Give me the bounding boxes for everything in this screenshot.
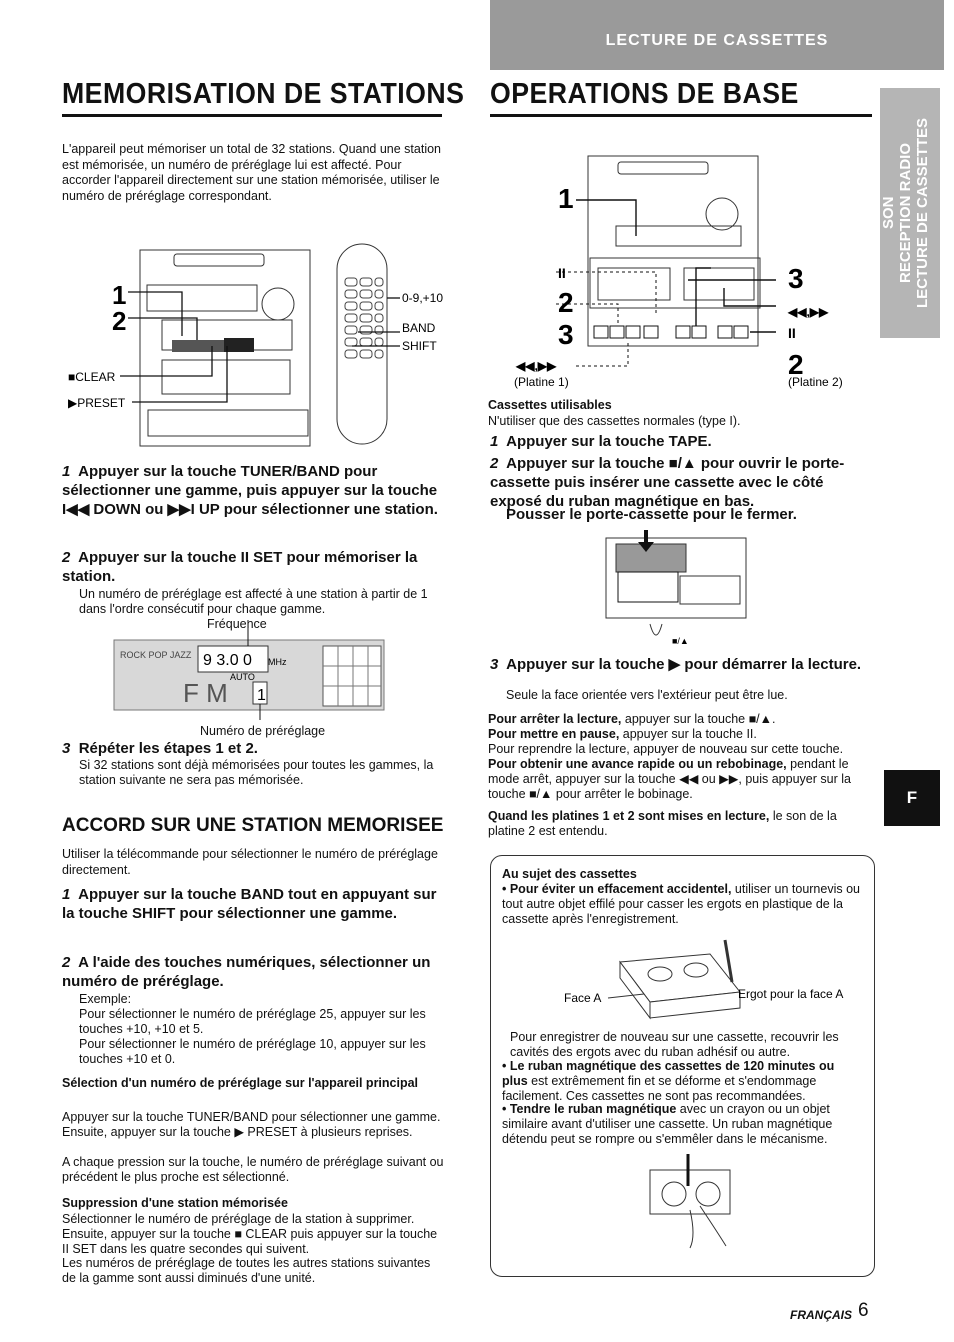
step-number: 2 (490, 455, 499, 472)
footer-page-number: 6 (858, 1300, 869, 1321)
stop-instruction-lead: Pour arrêter la lecture, (488, 712, 622, 726)
usable-cassettes-title: Cassettes utilisables (488, 398, 612, 412)
step-number: 2 (62, 954, 71, 971)
preset-number-label: Numéro de préréglage (200, 724, 326, 738)
main-unit-selection-title: Sélection d'un numéro de préréglage sur l'appareil principal (62, 1076, 419, 1090)
left-page-title: MEMORISATION DE STATIONS (62, 78, 465, 110)
section-banner-title: LECTURE DE CASSETTES (605, 32, 829, 49)
fig-pause-right: II (788, 325, 796, 341)
side-tab-son: SON (880, 196, 897, 230)
side-tab-text (880, 88, 940, 338)
pause-instruction-text: appuyer sur la touche II. (619, 727, 757, 741)
tape-step-3-note: Seule la face orientée vers l'extérieur peut être lue. (506, 688, 788, 702)
tuner-step-1 (62, 462, 444, 519)
numeric-keys-label: 0-9,+10 (402, 291, 444, 305)
clear-label: ■CLEAR (68, 370, 116, 384)
step-number: 1 (490, 433, 499, 450)
tuner-step-2 (62, 548, 444, 586)
tip-120-text: est extrêmement fin et se déforme et s'endommage facilement. Ces cassettes ne sont pas recommandées. (502, 1074, 817, 1103)
platine-2-label: (Platine 2) (788, 375, 843, 389)
rerecord-note: Pour enregistrer de nouveau sur une cassette, recouvrir les cavités des ergots avec du ruban adhésif ou autre. (510, 1030, 839, 1059)
tip-120-minutes (502, 1059, 860, 1104)
left-title-rule (62, 114, 442, 117)
footer-language: FRANÇAIS (790, 1308, 852, 1322)
tip-tension (502, 1102, 860, 1147)
wind-instruction-text: pendant le mode arrêt, appuyer sur la touche ◀◀ ou ▶▶, puis appuyer sur la touche ■/▲ pour arrêter le bobinage. (488, 757, 851, 801)
tuner-step-3 (62, 739, 444, 758)
fig-step-2-right: 2 (788, 349, 804, 380)
display-mhz: MHz (268, 657, 287, 667)
tip-erase-prevention (502, 882, 860, 927)
accord-intro: Utiliser la télécommande pour sélectionner le numéro de préréglage directement. (62, 847, 438, 877)
shift-label: SHIFT (402, 339, 437, 353)
step-text: Appuyer sur la touche ■/▲ pour ouvrir le porte-cassette puis insérer une cassette avec le côté exposé du ruban magnétique en bas. (490, 455, 845, 510)
cassette-tips-title: Au sujet des cassettes (502, 867, 637, 881)
face-a-label: Face A (564, 991, 602, 1005)
fig-pause-left: II (558, 265, 566, 281)
resume-instruction: Pour reprendre la lecture, appuyer de nouveau sur cette touche. (488, 742, 844, 756)
main-unit-selection-note: A chaque pression sur la touche, le numéro de préréglage suivant ou précédent le plus proche est sélectionné. (62, 1155, 444, 1184)
step-text: Appuyer sur la touche TAPE. (506, 433, 712, 450)
tip-tension-lead: • Tendre le ruban magnétique (502, 1102, 677, 1116)
tape-step-3 (490, 655, 872, 674)
display-frequency: 9 3.0 0 (203, 652, 252, 669)
step-number: 2 (62, 549, 71, 566)
display-auto: AUTO (230, 672, 255, 682)
fig-step-1: 1 (558, 183, 574, 214)
tip-erase-lead: • Pour éviter un effacement accidentel, (502, 882, 732, 896)
tuner-step-3-note: Si 32 stations sont déjà mémorisées pour toutes les gammes, la station suivante ne sera pas mémorisée. (79, 758, 434, 787)
preset-label: ▶PRESET (68, 396, 126, 410)
pause-instruction-lead: Pour mettre en pause, (488, 727, 620, 741)
display-band: F M (183, 678, 228, 708)
both-decks-lead: Quand les platines 1 et 2 sont mises en lecture, (488, 809, 770, 823)
left-intro: L'appareil peut mémoriser un total de 32 stations. Quand une station est mémorisée, un numéro de préréglage lui est affecté. Pour accorder l'appareil directement sur une station mémorisée, utiliser le numéro de préréglage correspondant. (62, 142, 442, 203)
accord-step-1 (62, 885, 444, 923)
tip-tension-text: avec un crayon ou un objet similaire avant d'utiliser une cassette. Un ruban magnétique détendu peut se rompre ou s'emmêler dans le mécanisme. (502, 1102, 833, 1146)
step-number: 3 (62, 740, 71, 757)
stop-instruction-text: appuyer sur la touche ■/▲. (621, 712, 776, 726)
tape-step-2-close: Pousser le porte-cassette pour le fermer. (506, 506, 797, 523)
step-number: 1 (62, 463, 71, 480)
step-number: 3 (490, 656, 499, 673)
step-text: Appuyer sur la touche BAND tout en appuyant sur la touche SHIFT pour sélectionner une gamme. (62, 886, 437, 922)
platine-1-label: (Platine 1) (514, 375, 569, 389)
step-text: Appuyer sur la touche II SET pour mémoriser la station. (62, 549, 418, 585)
side-tab-cassettes: LECTURE DE CASSETTES (914, 117, 931, 309)
pause-instruction (488, 727, 873, 742)
fig-ff-rew-right: ◀◀,▶▶ (788, 305, 829, 319)
example-25: Pour sélectionner le numéro de préréglage 25, appuyer sur les touches +10, +10 et 5. (79, 1007, 426, 1036)
step-text: Appuyer sur la touche ▶ pour démarrer la lecture. (506, 656, 862, 673)
display-figure (108, 634, 398, 724)
tuner-step-2-note: Un numéro de préréglage est affecté à une station à partir de 1 dans l'ordre consécutif pour chaque gamme. (79, 587, 428, 616)
both-decks-note (488, 809, 873, 839)
example-label: Exemple: (79, 992, 132, 1006)
band-label: BAND (402, 321, 436, 335)
right-title-rule (490, 114, 872, 117)
fig-ff-rew-left: ◀◀,▶▶ (516, 359, 557, 373)
delete-station-note: Les numéros de préréglage de toutes les autres stations suivantes de la gamme sont aussi diminués d'une unité. (62, 1256, 431, 1285)
display-eq-modes: ROCK POP JAZZ (120, 650, 192, 660)
cassette-insertion-figure (600, 528, 750, 648)
fig-step-1: 1 (112, 280, 127, 310)
display-preset-number: 1 (257, 687, 266, 704)
tip-erase-text: utiliser un tournevis ou tout autre objet effilé pour casser les ergots en plastique de la cassette après l'enregistrement. (502, 882, 860, 926)
step-number: 1 (62, 886, 71, 903)
stop-instruction (488, 712, 873, 727)
frequency-label: Fréquence (207, 617, 267, 631)
main-unit-selection-text: Appuyer sur la touche TUNER/BAND pour sélectionner une gamme. Ensuite, appuyer sur la touche ▶ PRESET à plusieurs reprises. (62, 1110, 441, 1139)
tape-tension-figure (630, 1150, 750, 1250)
example-10: Pour sélectionner le numéro de préréglage 10, appuyer sur les touches +10 et 0. (79, 1037, 426, 1066)
delete-station-title: Suppression d'une station mémorisée (62, 1196, 288, 1210)
tuner-figure (62, 240, 452, 450)
usable-cassettes-text: N'utiliser que des cassettes normales (type I). (488, 414, 741, 428)
language-tab: F (884, 770, 940, 826)
wind-instruction (488, 757, 873, 802)
fig-step-2: 2 (558, 287, 574, 318)
accord-step-2 (62, 953, 444, 991)
side-tab-radio: RECEPTION RADIO (897, 143, 914, 284)
tape-step-1 (490, 432, 872, 451)
fig-step-3-right: 3 (788, 263, 804, 294)
right-page-title: OPERATIONS DE BASE (490, 78, 799, 110)
accord-heading: ACCORD SUR UNE STATION MEMORISEE (62, 815, 444, 836)
step-text: A l'aide des touches numériques, sélectionner un numéro de préréglage. (62, 954, 431, 990)
fig-step-2: 2 (112, 306, 127, 336)
step-text: Appuyer sur la touche TUNER/BAND pour sélectionner une gamme, puis appuyer sur la touche I◀◀ DOWN ou ▶▶I UP pour sélectionner une station. (62, 463, 438, 518)
wind-instruction-lead: Pour obtenir une avance rapide ou un rebobinage, (488, 757, 787, 771)
stop-eject-label: ■/▲ (672, 636, 689, 646)
fig-step-3: 3 (558, 319, 574, 350)
tape-step-2 (490, 454, 872, 511)
cassette-tab-figure (560, 932, 844, 1028)
delete-station-text: Sélectionner le numéro de préréglage de la station à supprimer. Ensuite, appuyer sur la touche ■ CLEAR puis appuyer sur la touche II SET dans les quatre secondes qui suivent. (62, 1212, 438, 1256)
both-decks-text: le son de la platine 2 est entendu. (488, 809, 837, 838)
cassette-deck-figure (506, 148, 866, 396)
tab-label: Ergot pour la face A (738, 987, 844, 1001)
tip-120-lead: • Le ruban magnétique des cassettes de 120 minutes ou plus (502, 1059, 835, 1088)
step-text: Répéter les étapes 1 et 2. (78, 740, 258, 757)
